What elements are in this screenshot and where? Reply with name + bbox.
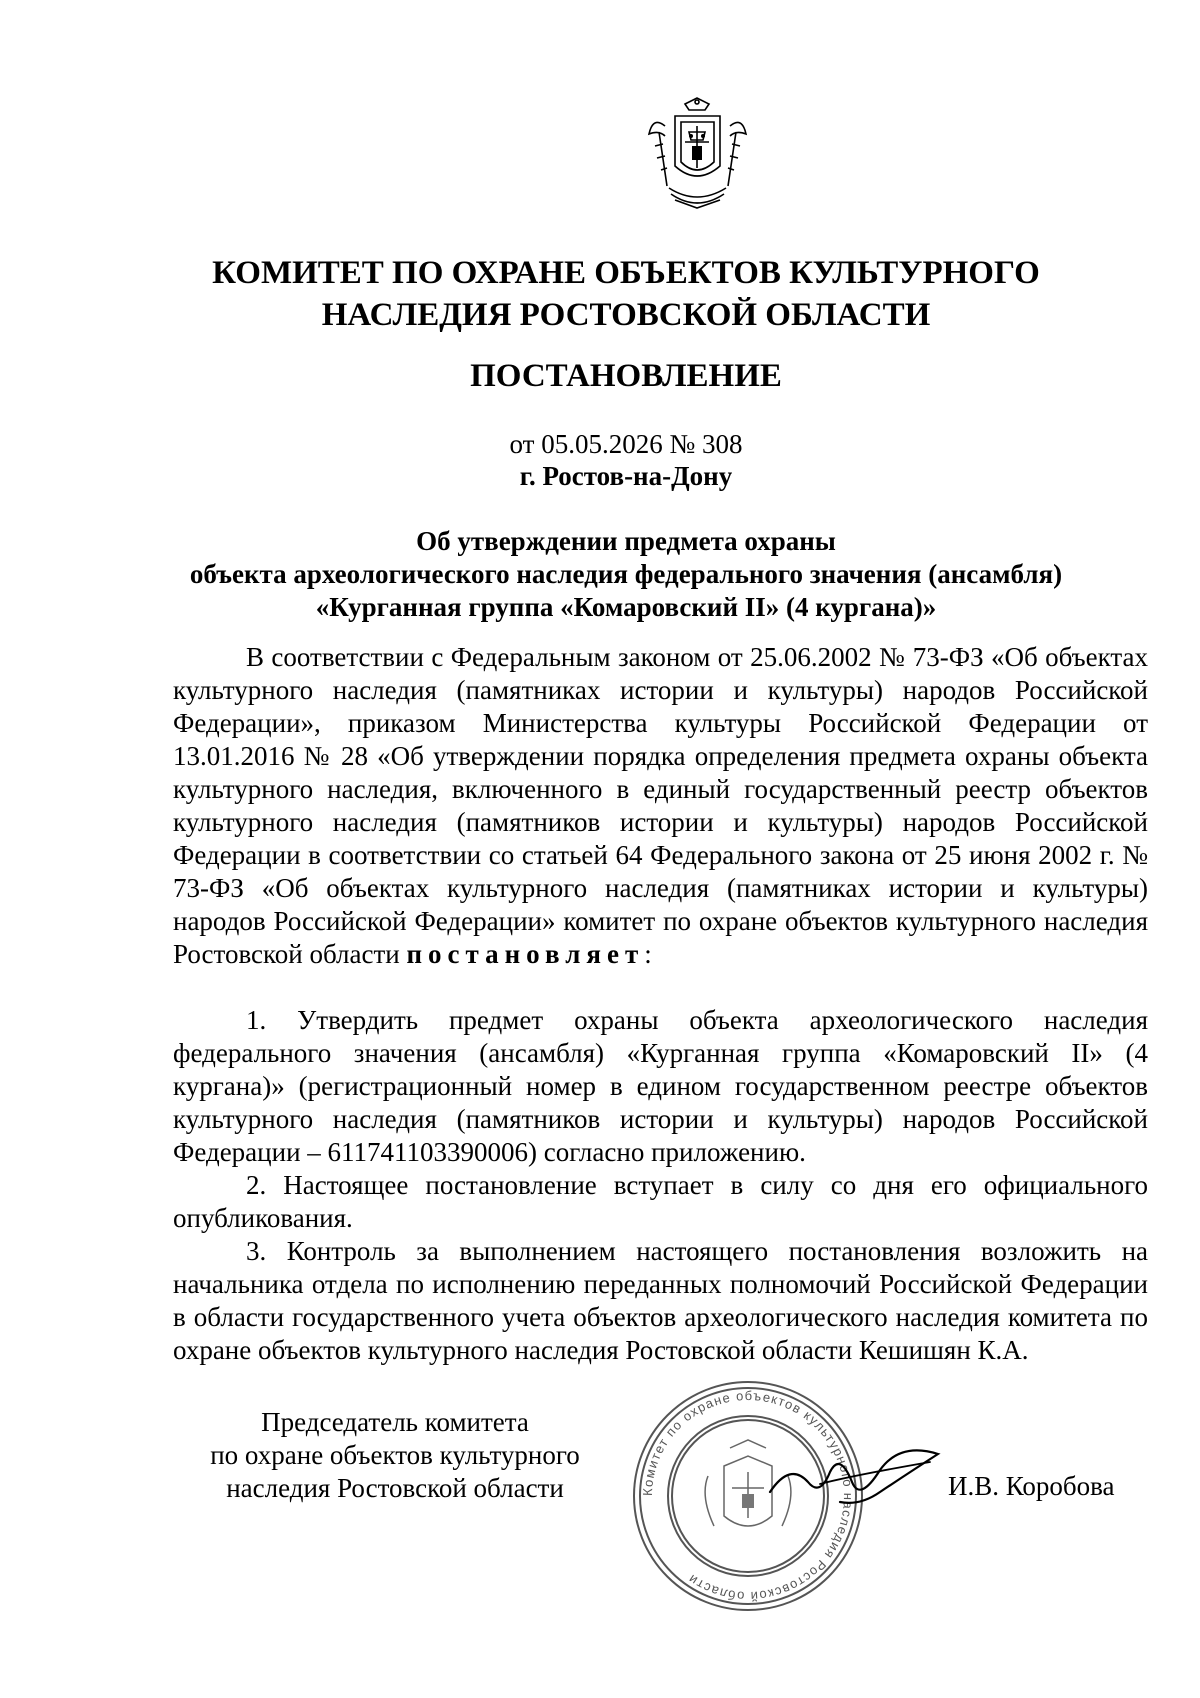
coat-of-arms-icon bbox=[645, 96, 750, 214]
document-type: ПОСТАНОВЛЕНИЕ bbox=[470, 358, 782, 394]
organization-line-2: НАСЛЕДИЯ РОСТОВСКОЙ ОБЛАСТИ bbox=[321, 297, 931, 333]
preamble-paragraph bbox=[173, 641, 1148, 971]
signatory-name: И.В. Коробова bbox=[948, 1471, 1115, 1501]
item-3: 3. Контроль за выполнением настоящего постановления возложить на начальника отдела по исполнению переданных полномочий Российской Федерации в области государственного учета объектов археологического наследия комитета по охране объектов культурного наследия Ростовской области Кешишян К.А. bbox=[173, 1236, 1148, 1365]
decree-word: постановляет bbox=[406, 939, 645, 969]
item-2: 2. Настоящее постановление вступает в силу со дня его официального опубликования. bbox=[173, 1170, 1148, 1233]
preamble-text: В соответствии с Федеральным законом от 25.06.2002 № 73-ФЗ «Об объектах культурного наследия (памятниках истории и культуры) народов Российской Федерации», приказом Министерства культуры Российской Федерации от 13.01.2016 № 28 «Об утверждении порядка определения предмета охраны объекта культурного наследия, включенного в единый государственный реестр объектов культурного наследия (памятников истории и культуры) народов Российской Федерации в соответствии со статьей 64 Федерального закона от 25 июня 2002 г. № 73-ФЗ «Об объектах культурного наследия (памятниках истории и культуры) народов Российской Федерации» комитет по охране объектов культурного наследия Ростовской области bbox=[173, 642, 1148, 969]
document-body bbox=[173, 641, 1148, 1367]
date-and-number: от 05.05.2026 № 308 bbox=[509, 429, 743, 459]
decree-colon: : bbox=[644, 939, 652, 969]
signatory-title bbox=[175, 1406, 615, 1505]
subject-line-2: объекта археологического наследия федерального значения (ансамбля) bbox=[189, 559, 1063, 589]
subject-line-3: «Курганная группа «Комаровский II» (4 кургана)» bbox=[315, 592, 937, 622]
signatory-title-line-1: Председатель комитета bbox=[261, 1407, 529, 1437]
signatory-title-line-3: наследия Ростовской области bbox=[226, 1473, 564, 1503]
subject-line-1: Об утверждении предмета охраны bbox=[416, 526, 836, 556]
document-subject bbox=[0, 525, 1200, 624]
signatory-title-line-2: по охране объектов культурного bbox=[210, 1440, 580, 1470]
item-1: 1. Утвердить предмет охраны объекта археологического наследия федерального значения (ансамбля) «Курганная группа «Комаровский II» (4 кургана)» (регистрационный номер в едином государственном реестре объектов культурного наследия (памятников истории и культуры) народов Российской Федерации – 611741103390006) согласно приложению. bbox=[173, 1005, 1148, 1167]
handwritten-signature bbox=[760, 1432, 950, 1532]
stamp-text: Комитет по охране объектов культурного наследия Ростовской области bbox=[639, 1387, 857, 1605]
organization-header bbox=[0, 252, 1200, 336]
city: г. Ростов-на-Дону bbox=[519, 461, 733, 491]
organization-line-1: КОМИТЕТ ПО ОХРАНЕ ОБЪЕКТОВ КУЛЬТУРНОГО bbox=[212, 255, 1040, 291]
